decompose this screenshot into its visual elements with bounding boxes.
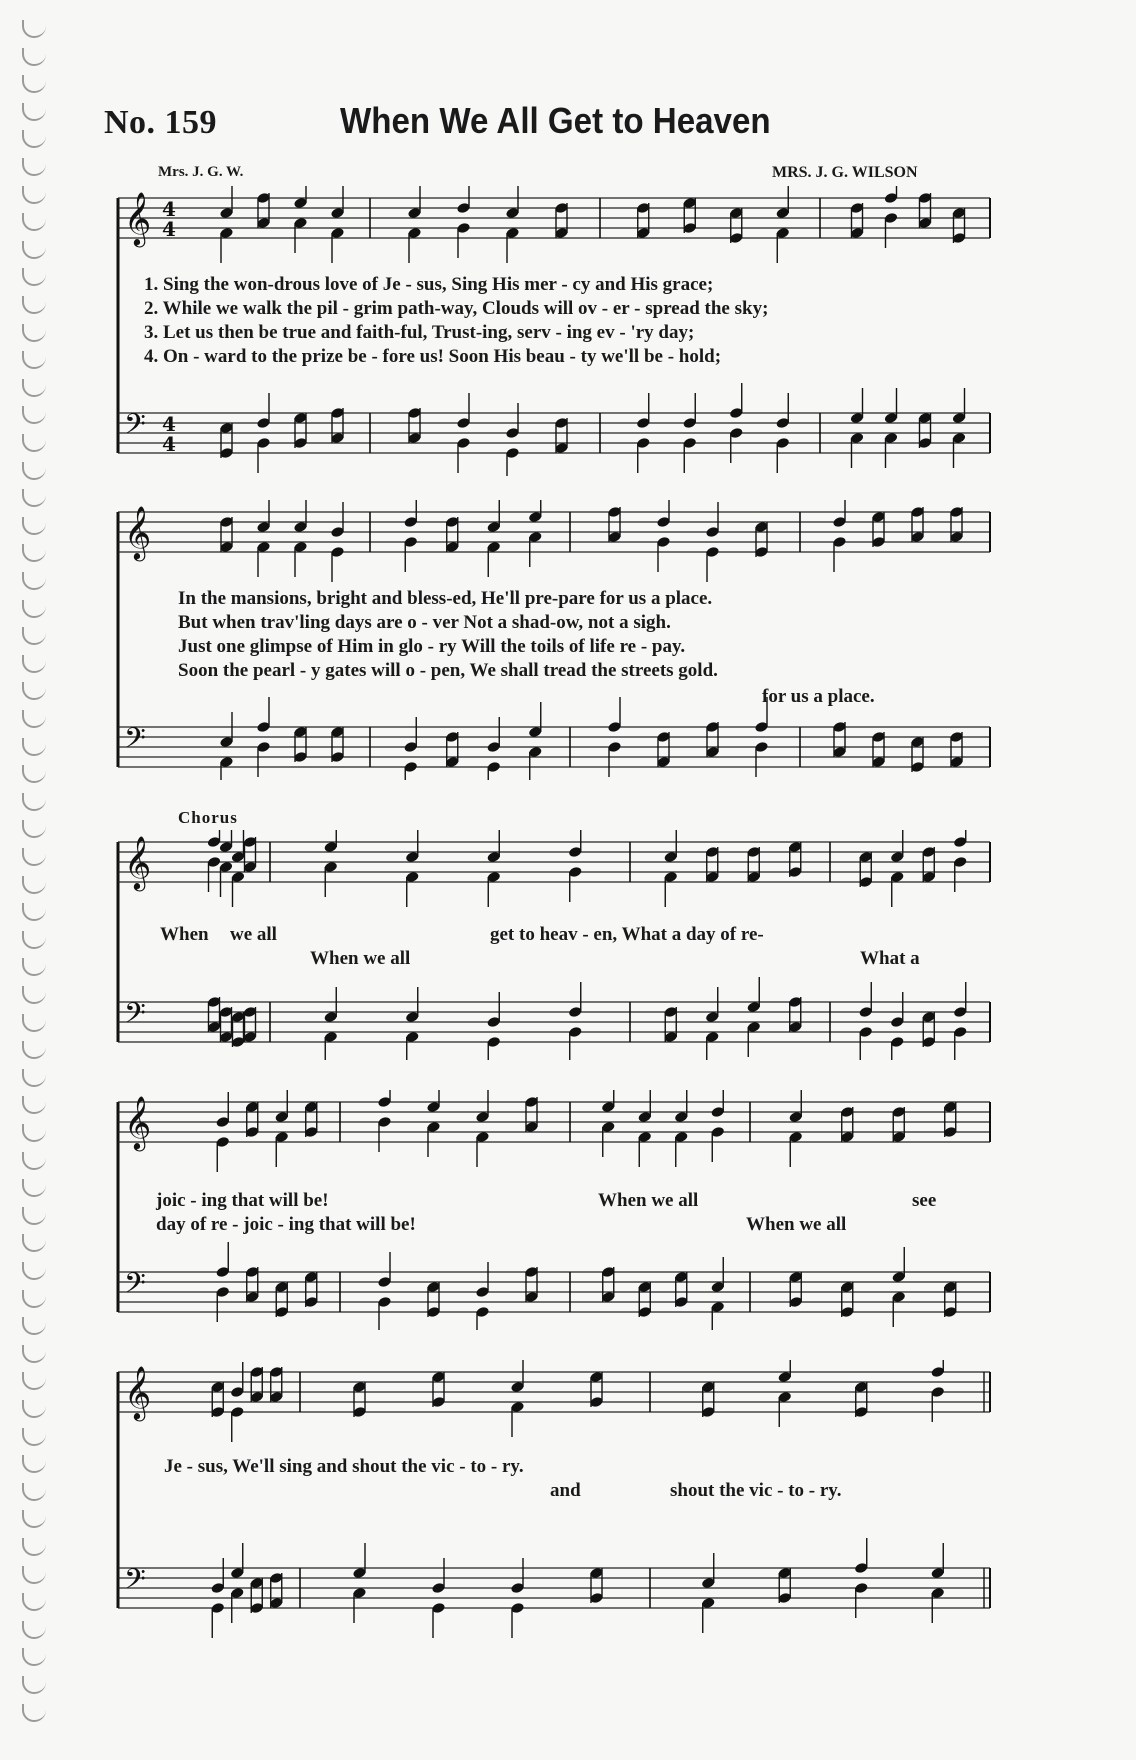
binding-ring bbox=[22, 1483, 46, 1501]
binding-ring bbox=[22, 765, 46, 783]
verse-1-line-1: 1. Sing the won-drous love of Je - sus, Sing His mer - cy and His grace; bbox=[144, 274, 714, 295]
hymn-title: When We All Get to Heaven bbox=[340, 100, 771, 141]
binding-ring bbox=[22, 1262, 46, 1280]
binding-ring bbox=[22, 1593, 46, 1611]
binding-ring bbox=[22, 1290, 46, 1308]
chorus-line-2-word-a: joic - ing that will be! bbox=[156, 1190, 329, 1211]
music-credit: MRS. J. G. WILSON bbox=[772, 164, 918, 181]
chorus-line-2-alto-a: day of re - joic - ing that will be! bbox=[156, 1214, 416, 1235]
binding-ring bbox=[22, 75, 46, 93]
binding-ring bbox=[22, 1124, 46, 1142]
binding-ring bbox=[22, 1428, 46, 1446]
binding-ring bbox=[22, 627, 46, 645]
binding-ring bbox=[22, 1400, 46, 1418]
system-1 bbox=[110, 186, 1000, 476]
binding-ring bbox=[22, 1455, 46, 1473]
chorus-line-3: Je - sus, We'll sing and shout the vic - to - ry. bbox=[164, 1456, 524, 1477]
bass-clef-icon: 𝄢 bbox=[124, 1563, 146, 1603]
treble-clef-icon: 𝄞 bbox=[124, 1095, 152, 1149]
binding-ring bbox=[22, 876, 46, 894]
binding-ring bbox=[22, 1041, 46, 1059]
bass-clef-icon: 𝄢 bbox=[124, 1267, 146, 1307]
binding-ring bbox=[22, 158, 46, 176]
binding-ring bbox=[22, 1069, 46, 1087]
binding-ring bbox=[22, 655, 46, 673]
bass-clef-icon: 𝄢 bbox=[124, 408, 146, 448]
binding-ring bbox=[22, 1234, 46, 1252]
chorus-line-1-word-b: we all bbox=[230, 924, 277, 945]
binding-ring bbox=[22, 20, 46, 38]
binding-ring bbox=[22, 1179, 46, 1197]
binding-ring bbox=[22, 931, 46, 949]
binding-ring bbox=[22, 268, 46, 286]
system-2 bbox=[110, 500, 1000, 780]
treble-clef-icon: 𝄞 bbox=[124, 835, 152, 889]
chorus-line-2-alto-b: When we all bbox=[746, 1214, 847, 1235]
system-5 bbox=[110, 1360, 1000, 1660]
binding-ring bbox=[22, 434, 46, 452]
verse-echo: for us a place. bbox=[762, 686, 875, 707]
verse-3-line-2: Just one glimpse of Him in glo - ry Will the toils of life re - pay. bbox=[178, 636, 686, 657]
binding-ring bbox=[22, 1676, 46, 1694]
binding-ring bbox=[22, 1648, 46, 1666]
binding-ring bbox=[22, 600, 46, 618]
binding-ring bbox=[22, 351, 46, 369]
binding-ring bbox=[22, 572, 46, 590]
binding-ring bbox=[22, 1566, 46, 1584]
binding-ring bbox=[22, 406, 46, 424]
chorus-line-1-word-c: get to heav - en, What a day of re- bbox=[490, 924, 764, 945]
binding-ring bbox=[22, 462, 46, 480]
binding-ring bbox=[22, 103, 46, 121]
chorus-label: Chorus bbox=[178, 808, 238, 827]
binding-ring bbox=[22, 793, 46, 811]
hymn-number: No. 159 bbox=[104, 104, 218, 141]
treble-clef-icon: 𝄞 bbox=[124, 1365, 152, 1419]
binding-ring bbox=[22, 1510, 46, 1528]
binding-ring bbox=[22, 324, 46, 342]
binding-ring bbox=[22, 517, 46, 535]
system-3 bbox=[110, 830, 1000, 1060]
bass-clef-icon: 𝄢 bbox=[124, 722, 146, 762]
system-4 bbox=[110, 1090, 1000, 1330]
binding-ring bbox=[22, 489, 46, 507]
binding-ring bbox=[22, 379, 46, 397]
time-signature-digit: 4 bbox=[162, 197, 176, 221]
binding-ring bbox=[22, 130, 46, 148]
verse-2-line-1: 2. While we walk the pil - grim path-way, Clouds will ov - er - spread the sky; bbox=[144, 298, 769, 319]
verse-4-line-2: Soon the pearl - y gates will o - pen, We shall tread the streets gold. bbox=[178, 660, 718, 681]
binding-ring bbox=[22, 241, 46, 259]
binding-ring bbox=[22, 1317, 46, 1335]
binding-ring bbox=[22, 1345, 46, 1363]
chorus-line-1-alto-b: What a bbox=[860, 948, 920, 969]
binding-ring bbox=[22, 1538, 46, 1556]
chorus-line-1-alto-a: When we all bbox=[310, 948, 411, 969]
binding-ring bbox=[22, 213, 46, 231]
binding-ring bbox=[22, 903, 46, 921]
binding-ring bbox=[22, 682, 46, 700]
treble-clef-icon: 𝄞 bbox=[124, 191, 152, 245]
binding-ring bbox=[22, 820, 46, 838]
binding-ring bbox=[22, 710, 46, 728]
chorus-line-2-word-c: see bbox=[912, 1190, 937, 1211]
binding-ring bbox=[22, 738, 46, 756]
binding-ring bbox=[22, 544, 46, 562]
chorus-line-1-word-a: When bbox=[160, 924, 209, 945]
time-signature-digit: 4 bbox=[162, 217, 176, 241]
time-signature-digit: 4 bbox=[162, 412, 176, 436]
verse-4-line-1: 4. On - ward to the prize be - fore us! Soon His beau - ty we'll be - hold; bbox=[144, 346, 722, 367]
binding-ring bbox=[22, 1621, 46, 1639]
binding-ring bbox=[22, 296, 46, 314]
words-credit: Mrs. J. G. W. bbox=[158, 164, 244, 180]
binding-ring bbox=[22, 1372, 46, 1390]
chorus-line-3-alto-a: and bbox=[550, 1480, 581, 1501]
bass-clef-icon: 𝄢 bbox=[124, 997, 146, 1037]
treble-clef-icon: 𝄞 bbox=[124, 505, 152, 559]
verse-3-line-1: 3. Let us then be true and faith-ful, Trust-ing, serv - ing ev - 'ry day; bbox=[144, 322, 695, 343]
binding-ring bbox=[22, 986, 46, 1004]
binding-ring bbox=[22, 958, 46, 976]
time-signature-digit: 4 bbox=[162, 432, 176, 456]
verse-2-line-2: But when trav'ling days are o - ver Not a shad-ow, not a sigh. bbox=[178, 612, 671, 633]
binding-ring bbox=[22, 1152, 46, 1170]
binding-ring bbox=[22, 1014, 46, 1032]
binding-ring bbox=[22, 48, 46, 66]
system-5-staves bbox=[110, 1360, 1000, 1660]
chorus-line-3-alto-b: shout the vic - to - ry. bbox=[670, 1480, 842, 1501]
verse-1-line-2: In the mansions, bright and bless-ed, He'll pre-pare for us a place. bbox=[178, 588, 713, 609]
binding-ring bbox=[22, 1207, 46, 1225]
spiral-binding bbox=[10, 20, 50, 1740]
binding-ring bbox=[22, 1096, 46, 1114]
binding-ring bbox=[22, 848, 46, 866]
chorus-line-2-word-b: When we all bbox=[598, 1190, 699, 1211]
binding-ring bbox=[22, 1704, 46, 1722]
binding-ring bbox=[22, 186, 46, 204]
